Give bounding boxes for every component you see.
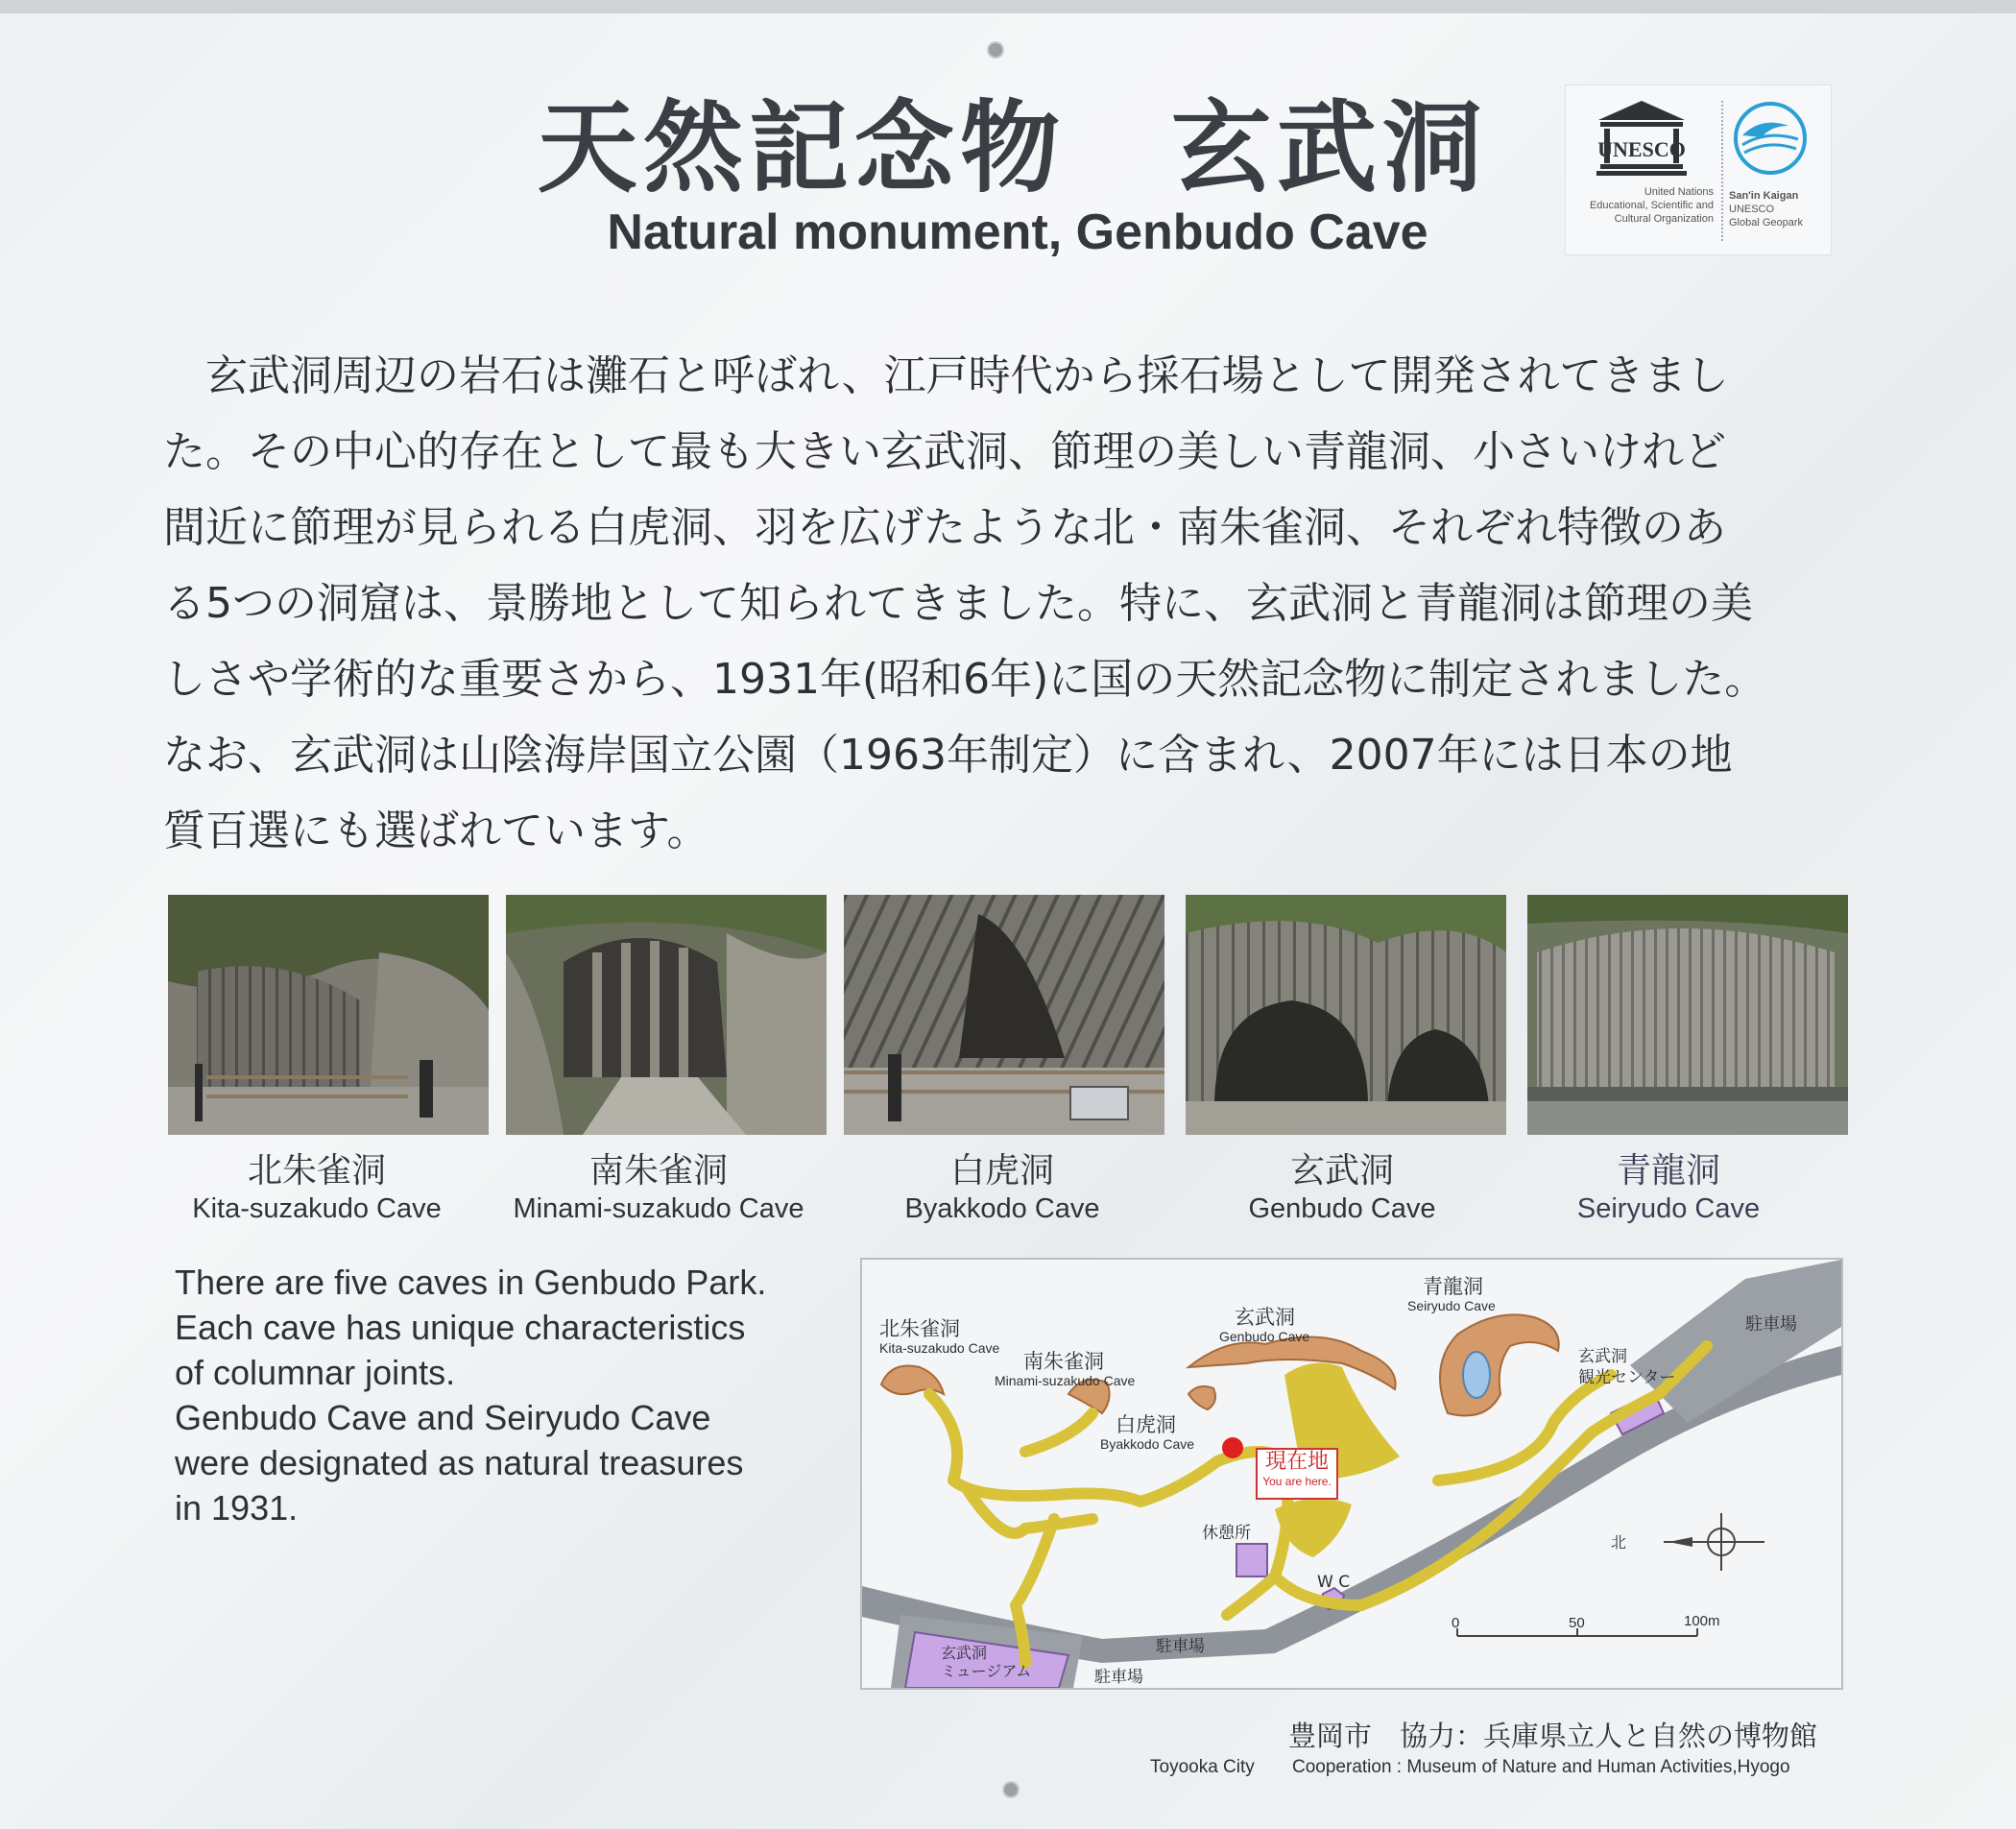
map-label-museum: 玄武洞 ミュージアム bbox=[941, 1644, 1032, 1680]
photo-genbudo bbox=[1186, 895, 1506, 1135]
unesco-temple-icon bbox=[1579, 97, 1704, 180]
english-description-line: in 1931. bbox=[175, 1488, 299, 1528]
geopark-caption-line: San'in Kaigan bbox=[1729, 190, 1799, 202]
caption-en: Genbudo Cave bbox=[1248, 1193, 1436, 1224]
english-description-line: Each cave has unique characteristics bbox=[175, 1308, 746, 1347]
caption-jp: 南朱雀洞 bbox=[588, 1151, 728, 1191]
map-cave-seiryu bbox=[1440, 1314, 1559, 1415]
map-label-en: Kita-suzakudo Cave bbox=[879, 1340, 1000, 1356]
map-label-wc: W C bbox=[1317, 1573, 1351, 1592]
caption-jp: 北朱雀洞 bbox=[247, 1151, 386, 1191]
japanese-description-line: しさや学術的な重要さから、1931年(昭和6年)に国の天然記念物に制定されました。 bbox=[163, 655, 1767, 704]
english-description bbox=[175, 1260, 847, 1530]
geopark-caption-line: Global Geopark bbox=[1729, 217, 1804, 229]
photo-byakkodo bbox=[844, 895, 1164, 1135]
caption-minami-suzakudo bbox=[486, 1150, 831, 1225]
photo-minami-suzakudo bbox=[506, 895, 827, 1135]
japanese-description-line: 質百選にも選ばれています。 bbox=[163, 806, 709, 855]
japanese-description-line: なお、玄武洞は山陰海岸国立公園（1963年制定）に含まれ、2007年には日本の地 bbox=[163, 731, 1733, 780]
map-label-en: Seiryudo Cave bbox=[1407, 1298, 1496, 1313]
unesco-caption-line: Cultural Organization bbox=[1614, 213, 1714, 225]
rest-house-building bbox=[1236, 1544, 1267, 1576]
english-description-line: of columnar joints. bbox=[175, 1353, 456, 1392]
caption-en: Seiryudo Cave bbox=[1576, 1193, 1761, 1224]
map-label-parking-top bbox=[1745, 1313, 1797, 1336]
japanese-description-line: 間近に節理が見られる白虎洞、羽を広げたような北・南朱雀洞、それぞれ特徴のあ bbox=[163, 503, 1726, 552]
map-label-jp: 駐車場 bbox=[1745, 1314, 1797, 1335]
you-are-here-jp: 現在地 bbox=[1264, 1450, 1329, 1474]
title-english: Natural monument, Genbudo Cave bbox=[607, 205, 1428, 260]
caption-seiryudo bbox=[1496, 1150, 1841, 1225]
screw-icon bbox=[987, 41, 1004, 59]
scale-label: 100m bbox=[1684, 1613, 1720, 1629]
map-label-jp: 白虎洞 bbox=[1116, 1413, 1176, 1436]
caption-genbudo bbox=[1169, 1150, 1515, 1225]
you-are-here-en: You are here. bbox=[1262, 1475, 1332, 1488]
caption-jp: 玄武洞 bbox=[1289, 1151, 1394, 1191]
caption-en: Kita-suzakudo Cave bbox=[192, 1193, 442, 1224]
geopark-caption-line: UNESCO bbox=[1729, 204, 1775, 215]
caption-jp: 青龍洞 bbox=[1616, 1151, 1720, 1191]
map-label-seiryu bbox=[1407, 1275, 1496, 1313]
you-are-here-marker bbox=[1222, 1437, 1243, 1458]
unesco-word: UNESCO bbox=[1597, 137, 1686, 161]
photo-seiryudo bbox=[1527, 895, 1848, 1135]
caption-en: Byakkodo Cave bbox=[904, 1193, 1100, 1224]
map-label-minami bbox=[995, 1350, 1135, 1388]
map-label-en: Genbudo Cave bbox=[1219, 1329, 1310, 1344]
map-label-jp: 玄武洞 bbox=[1235, 1306, 1295, 1329]
map-label-jp: 南朱雀洞 bbox=[1023, 1350, 1104, 1373]
footer-japanese: 豊岡市 協力：兵庫県立人と自然の博物館 bbox=[1288, 1720, 1818, 1752]
map-cave-byakko bbox=[1188, 1386, 1215, 1409]
caption-en: Minami-suzakudo Cave bbox=[513, 1193, 804, 1224]
english-description-line: There are five caves in Genbudo Park. bbox=[175, 1263, 767, 1302]
japanese-description-line: 玄武洞周辺の岩石は灘石と呼ばれ、江戸時代から採石場として開発されてきまし bbox=[163, 351, 1729, 400]
map-label-parking-bottom: 駐車場 bbox=[1156, 1637, 1205, 1656]
scale-label: 0 bbox=[1452, 1615, 1460, 1631]
cave-photo-strip bbox=[168, 895, 1848, 1137]
footer-city-en: Toyooka City bbox=[1150, 1757, 1255, 1777]
unesco-logo bbox=[1579, 97, 1714, 226]
map-label-byakko bbox=[1100, 1413, 1194, 1452]
english-description-line: were designated as natural treasures bbox=[175, 1443, 744, 1482]
japanese-description bbox=[163, 338, 1862, 869]
geopark-wave-icon bbox=[1729, 97, 1812, 180]
map-label-north: 北 bbox=[1611, 1533, 1627, 1552]
caption-byakkodo bbox=[829, 1150, 1175, 1225]
map-label-kita bbox=[879, 1317, 999, 1356]
map-label-en: Byakkodo Cave bbox=[1100, 1436, 1195, 1452]
map-label-genbu bbox=[1219, 1306, 1309, 1344]
park-map bbox=[860, 1258, 1843, 1690]
title-japanese: 天然記念物 玄武洞 bbox=[538, 89, 1489, 206]
caption-jp: 白虎洞 bbox=[949, 1151, 1054, 1191]
english-description-line: Genbudo Cave and Seiryudo Cave bbox=[175, 1398, 711, 1437]
caption-kita-suzakudo bbox=[144, 1150, 490, 1225]
board-top-rim bbox=[0, 0, 2016, 13]
map-label-jp: 青龍洞 bbox=[1423, 1275, 1483, 1298]
geopark-logo bbox=[1729, 97, 1825, 229]
map-label-rest: 休憩所 bbox=[1202, 1524, 1251, 1543]
unesco-caption bbox=[1579, 185, 1714, 226]
compass-icon bbox=[1664, 1513, 1764, 1571]
geopark-caption bbox=[1729, 189, 1825, 229]
scale-label: 50 bbox=[1569, 1615, 1585, 1631]
unesco-caption-line: United Nations bbox=[1644, 186, 1714, 198]
photo-kita-suzakudo bbox=[168, 895, 489, 1135]
you-are-here-box bbox=[1256, 1448, 1338, 1500]
pond bbox=[1463, 1352, 1490, 1398]
footer-cooperation-en: Cooperation : Museum of Nature and Human Activities,Hyogo bbox=[1292, 1757, 1790, 1777]
japanese-description-line: る5つの洞窟は、景勝地として知られてきました。特に、玄武洞と青龍洞は節理の美 bbox=[163, 579, 1753, 628]
map-label-jp: 北朱雀洞 bbox=[879, 1317, 960, 1340]
map-cave-kita bbox=[881, 1365, 944, 1394]
map-label-parking-bottom: 駐車場 bbox=[1094, 1668, 1143, 1687]
japanese-description-line: た。その中心的存在として最も大きい玄武洞、節理の美しい青龍洞、小さいけれど bbox=[163, 427, 1726, 476]
logo-divider bbox=[1721, 101, 1723, 241]
screw-icon bbox=[1002, 1781, 1020, 1798]
map-label-en: Minami-suzakudo Cave bbox=[995, 1373, 1136, 1388]
logo-panel bbox=[1565, 84, 1832, 255]
map-label-center: 玄武洞 観光センター bbox=[1578, 1347, 1676, 1387]
unesco-caption-line: Educational, Scientific and bbox=[1589, 200, 1714, 211]
